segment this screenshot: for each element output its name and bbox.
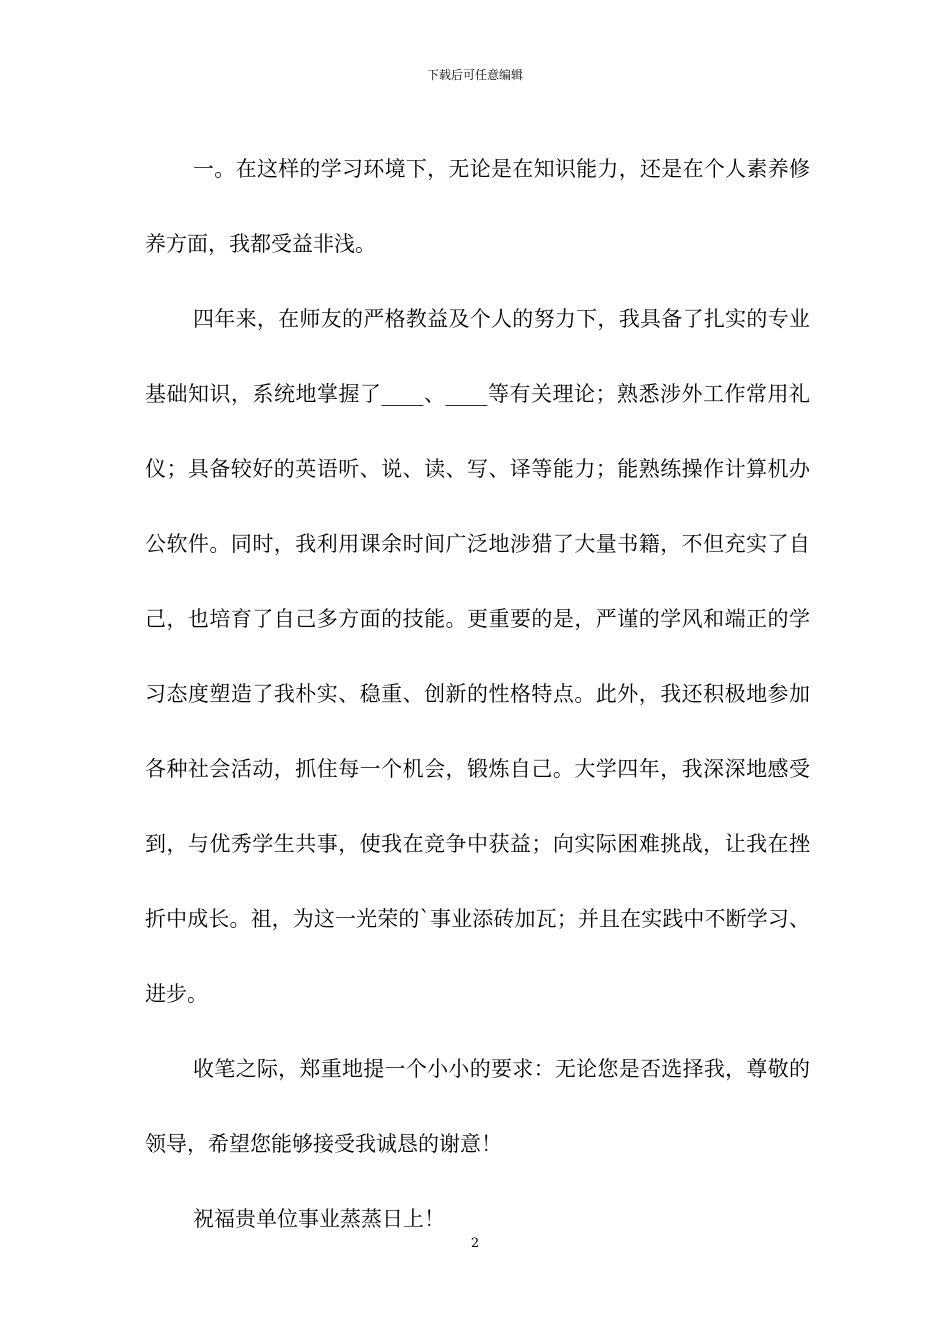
paragraph-closing-request: 收笔之际，郑重地提一个小小的要求：无论您是否选择我，尊敬的领导，希望您能够接受我诚恳的谢意！	[145, 1057, 810, 1156]
page-number: 2	[470, 1236, 480, 1251]
paragraph-blessing: 祝福贵单位事业蒸蒸日上！	[193, 1207, 445, 1231]
paragraph-learning-environment: 一。在这样的学习环境下，无论是在知识能力，还是在个人素养修养方面，我都受益非浅。	[145, 157, 810, 256]
document-body	[145, 132, 810, 1257]
page-header: 下载后可任意编辑	[426, 68, 523, 82]
paragraph-four-years: 四年来，在师友的严格教益及个人的努力下，我具备了扎实的专业基础知识，系统地掌握了____、____等有关理论；熟悉涉外工作常用礼仪；具备较好的英语听、说、读、写、译等能力；能熟练操作计算机办公软件。同时，我利用课余时间广泛地涉猎了大量书籍，不但充实了自己，也培育了自己多方面的技能。更重要的是，严谨的学风和端正的学习态度塑造了我朴实、稳重、创新的性格特点。此外，我还积极地参加各种社会活动，抓住每一个机会，锻炼自己。大学四年，我深深地感受到，与优秀学生共事，使我在竞争中获益；向实际困难挑战，让我在挫折中成长。祖，为这一光荣的`事业添砖加瓦；并且在实践中不断学习、进步。	[145, 307, 810, 1006]
